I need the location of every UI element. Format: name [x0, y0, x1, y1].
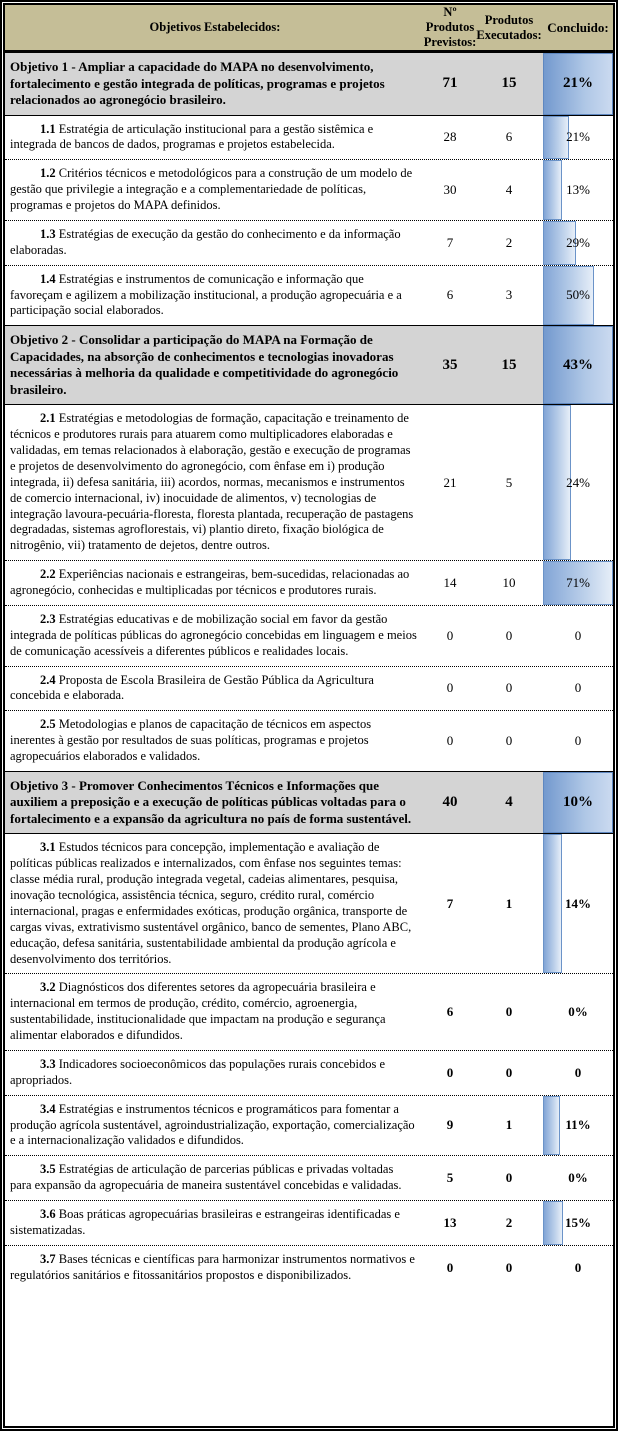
- item-text: 3.5 Estratégias de articulação de parcerias públicas e privadas voltadas para expansão da agropecuária de maneira sustentável concebidas e validadas.: [10, 1162, 402, 1193]
- concluido-cell: [543, 772, 613, 834]
- concluido-label: 71%: [566, 575, 590, 590]
- previstos-value: 9: [446, 1117, 454, 1133]
- concluido-cell: [543, 116, 613, 160]
- item-text: 2.2 Experiências nacionais e estrangeiras, bem-sucedidas, relacionadas ao agronegócio, conhecidas e multiplicadas por técnicos e produtores rurais.: [10, 567, 410, 597]
- concluido-cell: [543, 1051, 613, 1095]
- previstos-value: 0: [446, 1259, 454, 1275]
- item-number: 3.3: [40, 1056, 56, 1071]
- executados-value: 1: [505, 895, 513, 911]
- item-number: 3.1: [40, 840, 56, 855]
- item-row: [5, 1245, 613, 1290]
- concluido-label: 24%: [566, 474, 590, 490]
- previstos-value: 7: [446, 234, 454, 250]
- executados-value: 5: [505, 474, 513, 490]
- previstos-value: 0: [446, 627, 454, 643]
- concluido-cell: [543, 606, 613, 666]
- objective-row: [5, 771, 613, 835]
- concluido-label: 0: [574, 1259, 582, 1275]
- executados-value: 0: [505, 1064, 513, 1080]
- concluido-cell: [543, 561, 613, 605]
- previstos-value: 6: [446, 1004, 454, 1020]
- item-text: 3.6 Boas práticas agropecuárias brasileiras e estrangeiras identificadas e sistematizadas.: [10, 1207, 400, 1237]
- concluido-cell: [543, 711, 613, 771]
- concluido-bar: [543, 834, 562, 973]
- item-row: [5, 220, 613, 265]
- item-row: [5, 710, 613, 771]
- executados-value: 3: [505, 287, 513, 303]
- concluido-cell: [543, 1096, 613, 1156]
- objective-row: [5, 52, 613, 116]
- previstos-value: 13: [443, 1214, 457, 1230]
- concluido-label: 10%: [563, 794, 593, 811]
- previstos-value: 7: [446, 895, 454, 911]
- col-header-executados: Produtos Executados:: [476, 12, 542, 42]
- item-text: 2.1 Estratégias e metodologias de formação, capacitação e treinamento de técnicos e produtores rurais para atuarem como multiplicadores elaboradas e validadas, em temas relacionados à elaboração, gestão e execução de programas e projetos de desenvolvimento do agronegócio, com ênfase em i) produção integrada, ii) defesa sanitária, iii) acordos, normas, mecanismos e instrumentos de comercio internacional, iv) inocuidade de alimentos, v) tecnologias de integração lavoura-pecuária-floresta, floresta plantada, recuperação de pastagens degradadas, sistemas agroflorestais, vi) plantio direto, fixação biológica de nitrogênio, vii) tratamento de dejetos, dentre outros.: [10, 411, 414, 553]
- executados-value: 15: [501, 356, 517, 373]
- previstos-value: 21: [443, 474, 457, 490]
- executados-value: 0: [505, 1259, 513, 1275]
- item-text: 3.4 Estratégias e instrumentos técnicos e programáticos para fomentar a produção agrícola sustentável, agroindustrialização, exportação, comercialização e a internacionalização validados e difundidos.: [10, 1101, 415, 1148]
- objective-title: Objetivo 1 - Ampliar a capacidade do MAPA no desenvolvimento, fortalecimento e gestão integrada de políticas, programas e projetos relacionados ao agronegócio brasileiro.: [10, 59, 385, 107]
- previstos-value: 6: [446, 287, 454, 303]
- concluido-label: 0%: [568, 1170, 588, 1186]
- concluido-cell: [543, 1246, 613, 1290]
- concluido-label: 29%: [566, 234, 590, 250]
- item-row: [5, 405, 613, 560]
- table-rows: [5, 52, 613, 1290]
- concluido-label: 0: [574, 680, 582, 696]
- previstos-value: 71: [442, 75, 458, 92]
- executados-value: 15: [501, 75, 517, 92]
- executados-value: 2: [505, 1214, 513, 1230]
- concluido-bar: [543, 1096, 560, 1156]
- executados-value: 6: [505, 129, 513, 145]
- concluido-bar: [543, 1201, 563, 1245]
- item-row: [5, 973, 613, 1050]
- concluido-cell: [543, 160, 613, 220]
- concluido-bar: [543, 116, 569, 160]
- concluido-cell: [543, 834, 613, 973]
- executados-value: 0: [505, 627, 513, 643]
- executados-value: 0: [505, 1004, 513, 1020]
- item-number: 2.1: [40, 411, 56, 426]
- item-number: 1.1: [40, 121, 56, 136]
- item-row: [5, 666, 613, 711]
- concluido-label: 0: [574, 733, 582, 749]
- table-header-row: [5, 5, 613, 52]
- item-number: 3.6: [40, 1207, 56, 1221]
- previstos-value: 0: [446, 680, 454, 696]
- item-text: 1.2 Critérios técnicos e metodológicos para a construção de um modelo de gestão que privilegie a integração e a complementariedade de políticas, programas e projetos do MAPA definidos.: [10, 166, 413, 212]
- previstos-value: 40: [442, 794, 458, 811]
- item-number: 2.2: [40, 567, 56, 582]
- previstos-value: 0: [446, 733, 454, 749]
- concluido-cell: [543, 1201, 613, 1245]
- executados-value: 4: [505, 182, 513, 198]
- concluido-cell: [543, 266, 613, 326]
- concluido-bar: [543, 160, 562, 220]
- item-number: 2.4: [40, 672, 56, 687]
- previstos-value: 0: [446, 1064, 454, 1080]
- executados-value: 4: [505, 794, 513, 811]
- concluido-label: 21%: [566, 129, 590, 145]
- item-text: 2.3 Estratégias educativas e de mobilização social em favor da gestão integrada de políticas públicas do agronegócio concebidas em linguagem e meios de comunicação acessíveis a diferentes públicos e realidades locais.: [10, 611, 417, 658]
- col-header-previstos: Nº Produtos Previstos:: [423, 5, 477, 49]
- previstos-value: 14: [443, 575, 457, 590]
- item-row: [5, 1155, 613, 1200]
- concluido-label: 0%: [568, 1004, 588, 1020]
- item-row: [5, 1095, 613, 1156]
- concluido-cell: [543, 667, 613, 711]
- objective-row: [5, 325, 613, 405]
- concluido-label: 21%: [563, 75, 593, 92]
- item-text: 1.3 Estratégias de execução da gestão do conhecimento e da informação elaboradas.: [10, 226, 401, 257]
- item-row: [5, 265, 613, 326]
- item-row: [5, 834, 613, 973]
- item-number: 3.2: [40, 980, 56, 995]
- objective-title: Objetivo 2 - Consolidar a participação do MAPA na Formação de Capacidades, na absorção de conhecimentos e tecnologias inovadoras necessárias à melhoria da qualidade e competitividade do agronegócio brasileiro.: [10, 332, 399, 397]
- concluido-label: 50%: [566, 287, 590, 303]
- item-text: 3.1 Estudos técnicos para concepção, implementação e avaliação de políticas públicas realizados e internalizados, com ênfase nos seguintes temas: classe média rural, produção integrada vegetal, cadeias alimentares, pesquisa, inovação tecnológica, assistência técnica, seguro, crédito rural, comércio internacional, pragas e enfermidades exóticas, produção orgânica, transporte de cargas vivas, extrativismo sustentável orgânico, banco de sementes, Plano ABC, educação, defesa sanitária, sustentabilidade ambiental da produção agrícola e desenvolvimento dos territórios.: [10, 840, 412, 966]
- executados-value: 0: [505, 1170, 513, 1186]
- item-text: 3.3 Indicadores socioeconômicos das populações rurais concebidos e apropriados.: [10, 1056, 386, 1087]
- item-row: [5, 1050, 613, 1095]
- item-text: 3.2 Diagnósticos dos diferentes setores da agropecuária brasileira e internacional em termos de produção, crédito, comércio, agroenergia, sustentabilidade, institucionalidade que impactam na produção e segurança alimentar elaborados e difundidos.: [10, 980, 386, 1042]
- item-row: [5, 116, 613, 160]
- item-row: [5, 605, 613, 666]
- previstos-value: 28: [443, 129, 457, 145]
- objective-title: Objetivo 3 - Promover Conhecimentos Técnicos e Informações que auxiliem a preposição e a execução de políticas públicas voltadas para o fortalecimento e a expansão da agricultura no país de forma sustentável.: [10, 777, 412, 826]
- item-row: [5, 159, 613, 220]
- col-header-objetivos: Objetivos Estabelecidos:: [149, 20, 281, 34]
- concluido-label: 43%: [563, 356, 593, 373]
- item-row: [5, 1200, 613, 1245]
- item-number: 1.4: [40, 271, 56, 286]
- concluido-cell: [543, 974, 613, 1050]
- concluido-label: 13%: [566, 182, 590, 198]
- previstos-value: 35: [442, 356, 458, 373]
- concluido-cell: [543, 53, 613, 115]
- item-text: 1.4 Estratégias e instrumentos de comunicação e informação que favoreçam e agilizem a mobilização institucional, a produção agropecuária e a participação social elaborados.: [10, 271, 402, 318]
- item-text: 2.5 Metodologias e planos de capacitação de técnicos em aspectos inerentes à gestão por resultados de suas políticas, programas e projetos agropecuários elaborados e validados.: [10, 717, 372, 763]
- item-number: 3.4: [40, 1101, 56, 1116]
- executados-value: 1: [505, 1117, 513, 1133]
- executados-value: 0: [505, 680, 513, 696]
- executados-value: 10: [502, 575, 516, 590]
- item-number: 1.3: [40, 226, 56, 241]
- previstos-value: 5: [446, 1170, 454, 1186]
- table-filler: [5, 1290, 613, 1427]
- concluido-label: 15%: [565, 1214, 591, 1230]
- item-number: 3.7: [40, 1251, 56, 1266]
- concluido-label: 11%: [565, 1117, 591, 1133]
- item-number: 3.5: [40, 1162, 56, 1177]
- concluido-label: 0: [574, 1064, 582, 1080]
- item-text: 2.4 Proposta de Escola Brasileira de Gestão Pública da Agricultura concebida e elaborada.: [10, 672, 374, 703]
- item-number: 2.5: [40, 717, 56, 732]
- col-header-concluido: Concluido:: [547, 19, 609, 35]
- concluido-cell: [543, 326, 613, 404]
- concluido-cell: [543, 1156, 613, 1200]
- executados-value: 2: [505, 234, 513, 250]
- concluido-label: 14%: [565, 895, 591, 911]
- concluido-cell: [543, 221, 613, 265]
- concluido-label: 0: [574, 627, 582, 643]
- item-text: 3.7 Bases técnicas e científicas para harmonizar instrumentos normativos e regulatórios sanitários e fitossanitários propostos e disponibilizados.: [10, 1251, 415, 1282]
- executados-value: 0: [505, 733, 513, 749]
- item-number: 2.3: [40, 611, 56, 626]
- item-row: [5, 560, 613, 605]
- item-number: 1.2: [40, 166, 56, 181]
- concluido-cell: [543, 405, 613, 560]
- previstos-value: 30: [443, 182, 457, 198]
- item-text: 1.1 Estratégia de articulação institucional para a gestão sistêmica e integrada de bancos de dados, programas e projetos estabelecida.: [10, 121, 374, 152]
